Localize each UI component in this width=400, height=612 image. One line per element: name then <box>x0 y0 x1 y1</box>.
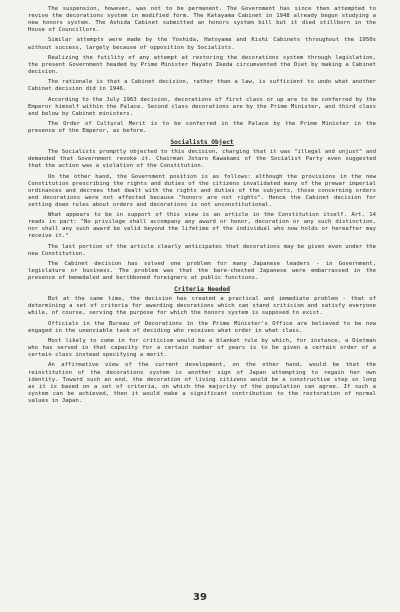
section-heading-socialists-object: Socialists Object <box>170 138 234 146</box>
paragraph: According to the July 1963 decision, decorations of first class or up are to be conferred by the Emperor himself within the Palace. Second class decorations are by the Prime Minister, and third class and below by Cabinet ministers. <box>28 96 376 117</box>
paragraph: Most likely to come in for criticism would be a blanket rule by which, for instance, a Dietman who has served in that capacity for a certain number of years is to be given a certain order of a certain class instead specifying a merit. <box>28 338 376 359</box>
page-number: 39 <box>193 592 207 603</box>
paragraph: The Order of Cultural Merit is to be conferred in the Palace by the Prime Minister in the presence of the Emperor, as before. <box>28 121 376 135</box>
paragraph: Similar attempts were made by the Yoshida, Hatoyama and Kishi Cabinets throughout the 1950s without success, largely because of opposition by Socialists. <box>28 37 376 51</box>
paragraph: The rationale is that a Cabinet decision, rather than a law, is sufficient to undo what another Cabinet decision did in 1946. <box>28 79 376 93</box>
paragraph: But at the same time, the decision has created a practical and immediate problem - that of determining a set of criteria for awarding decorations which can stand criticism and satisfy everyone while, of course, serving the purpose for which the honors system is supposed to exist. <box>28 296 376 317</box>
section-revival <box>28 6 376 135</box>
paragraph: On the other hand, the Government position is as follows: although the provisions in the new Constitution prescribing the rights and duties of the citizens invalidated many of the prewar imperial ordinances and decrees that dealt with the rights and duties of the subjects, those concerning orders and decorations were not affected because "honors are not rights". Hence the Cabinet decision for setting down rules about orders and decorations is not unconstitutional. <box>28 173 376 208</box>
paragraph: The last portion of the article clearly anticipates that decorations may be given even under the new Constitution. <box>28 243 376 257</box>
section-heading-criteria-needed: Criteria Needed <box>174 285 230 293</box>
paragraph: An affirmative view of the current development, on the other hand, would be that the reinstitution of the decorations system is another sign of Japan attempting to regain her own identity. Toward such an end, the decoration of living citizens would be a constructive step so long as it is based on a set of criteria, on which the majority of the population can agree. If such a system can be achieved, then it would make a significant contribution to the restoration of normal values in Japan. <box>28 362 376 404</box>
paragraph: The Cabinet decision has solved one problem for many Japanese leaders - in Government, legislature or business. The problem was that the bare-chested Japanese were embarrassed in the presence of bemedaled and beribboned foreigners at public functions. <box>28 261 376 282</box>
paragraph: The Socialists promptly objected to this decision, charging that it was "illegal and unjust" and demanded that Government revoke it. Chairman Jotaro Kawakami of the Socialist Party even suggested that the action was a violation of the Constitution. <box>28 149 376 170</box>
paragraph: Realizing the futility of any attempt at restoring the decorations system through legislation, the present Government headed by Prime Minister Hayato Ikeda circumvented the Diet by making a Cabinet decision. <box>28 54 376 75</box>
section-criteria-needed <box>28 296 376 405</box>
paragraph: Officials in the Bureau of Decorations in the Prime Minister's Office are believed to be now engaged in the unenviable task of deciding who receives what order in what class. <box>28 320 376 334</box>
paragraph: The suspension, however, was not to be permanent. The Government has since then attempted to revive the decorations system in modified form. The Katayama Cabinet in 1948 already begun studying a new honors system. The Ashida Cabinet submitted an honors system bill but it died stillborn in the House of Councillors. <box>28 6 376 34</box>
paragraph: What appears to be in support of this view is an article in the Constitution itself. Art. 14 reads in part: "No privilege shall accompany any award or honor, decoration or any such distinction, nor shall any such award be valid beyond the lifetime of the individual who now holds or hereafter may receive it." <box>28 212 376 240</box>
section-socialists-object <box>28 149 376 282</box>
